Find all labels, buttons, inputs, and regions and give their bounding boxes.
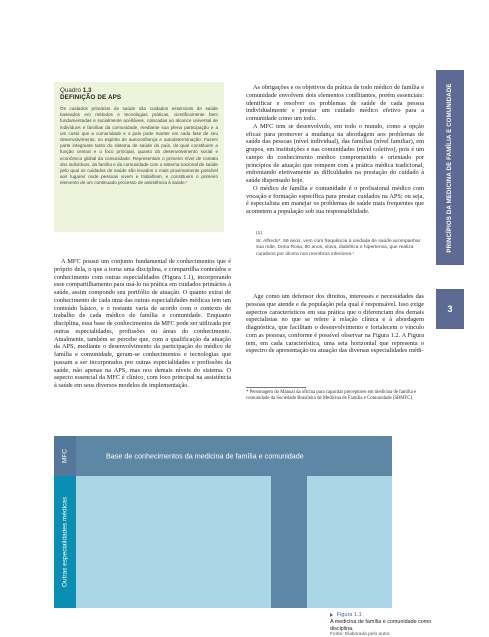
box-title: DEFINIÇÃO DE APS bbox=[60, 94, 122, 101]
left-paragraph: A MFC possui um conjunto fundamental de conhecimentos que é próprio dela, o que a torna uma disciplina, e compartilha conteúdos e conhecimento com outras especialidades (Figura 1.1), incorporando esse compartilhamento para usá-lo na prática em cuidados primários à saúde, assim compondo seu portfólio de atuação. O quanto extrai de conhecimento de cada uma das outras especialidades médicas tem um conteúdo básico, e o restante varia de acordo com o contexto de trabalho de cada médico de família e comunidade. Enquanto disciplina, essa base de conhecimentos da MFC pode ser utilizada por outras especialidades, profissões ou áreas do conhecimento. Atualmente, também se percebe que, com a qualificação da atuação da APS, mediante o desenvolvimento da participação do médico de família e comunidade, geram-se conhecimentos e tecnologias que passam a ser incorporados por outras especialidades e profissões da saúde, não apenas na APS, mas nos demais níveis do sistema. O aspecto essencial da MFC é clínico, com foco principal na assistência à saúde em seus diversos modelos de implementação. bbox=[54, 258, 231, 389]
figure-mfc-label: MFC bbox=[61, 448, 69, 464]
caption-label-text: Figura 1.1 bbox=[336, 612, 362, 618]
page-number: 3 bbox=[447, 304, 453, 314]
caption-label bbox=[330, 612, 450, 619]
right-column-top bbox=[246, 84, 424, 216]
right-paragraph-3: O médico de família e comunidade é o profissional médico com vocação e formação específica para prestar cuidados na APS; ou seja, é especialista em manejar os problemas de saúde mais frequentes que acometem a população sob sua responsabilidade. bbox=[246, 184, 424, 215]
box-label-number: 1.3 bbox=[82, 87, 92, 94]
figure-caption bbox=[330, 612, 450, 637]
case-quote bbox=[256, 231, 426, 258]
footnote-rule bbox=[246, 387, 306, 388]
figure-horizontal-band bbox=[76, 436, 392, 476]
quote-number: (1) bbox=[256, 231, 262, 236]
left-column bbox=[54, 258, 231, 390]
box-label bbox=[60, 87, 218, 94]
definition-box bbox=[54, 82, 224, 232]
caption-text: A medicina de família e comunidade como disciplina. bbox=[330, 619, 432, 632]
figure-mfc-box bbox=[54, 436, 76, 476]
footnote: * Personagem do Manual da oficina para capacitar preceptores em medicina de família e comunidade da Sociedade Brasileira de Medicina de Família e Comunidade (SBMFC). bbox=[246, 390, 417, 402]
right-paragraph-1: As obrigações e os objetivos da prática de todo médico de família e comunidade envolvem dois elementos conflitantes, porém essenciais: identificar e resolver os problemas de saúde de cada pessoa individualmente e prestar um cuidado médico efetivo para a comunidade como um todo. bbox=[246, 84, 424, 122]
figure-outras-box bbox=[54, 476, 76, 608]
right-column-middle bbox=[246, 293, 424, 355]
figure-outras-label: Outras especialidades médicas bbox=[61, 496, 69, 588]
figure-vertical-band bbox=[271, 476, 307, 608]
right-paragraph-2: A MFC tem se desenvolvido, em todo o mundo, como a opção eficaz para promover a mudança na abordagem aos problemas de saúde das pessoas (nível individual), das famílias (nível familiar), em grupos, em instituições e nas comunidades (nível coletivo), pois é um campo do conhecimento médico comprometido e orientado por princípios de atuação que rompem com a prática médica tradicional, enfrentando efetivamente as dificuldades na prestação do cuidado à saúde dispensado hoje. bbox=[246, 122, 424, 184]
caption-source: Fonte: Elaborada pelo autor. bbox=[330, 632, 391, 637]
figure-base-label: Base de conhecimentos da medicina de família e comunidade bbox=[106, 451, 304, 461]
right-paragraph-4: Age como um defensor dos direitos, interesses e necessidades das pessoas que atende e da população pela qual é responsável. Isso exige aspectos característicos em sua prática que o diferenciam dos demais especialistas no que se refere à relação clínica e à abordagem diagnóstica, que facilitam o desenvolvimento e fortalecem o vínculo com as pessoas, conforme é possível observar na Figura 1.2. A Figura tem, em cada característica, uma seta horizontal que representa o espectro de apresentação ou atuação das diversas especialidades médi- bbox=[246, 293, 424, 355]
chapter-title: PRINCÍPIOS DA MEDICINA DE FAMÍLIA E COMUNIDADE bbox=[447, 82, 453, 253]
chapter-sidebar bbox=[436, 70, 464, 265]
box-text: Os cuidados primários de saúde são cuidados essenciais de saúde baseados em métodos e tecnologias práticas, cientificamente bem fundamentadas e socialmente aceitáveis, colocadas ao alcance universal de indivíduos e famílias da comunidade, mediante sua plena participação e a um custo que a comunidade e o país pode manter em cada fase de seu desenvolvimento, no espírito de autoconfiança e autodeterminação. Fazem parte integrante tanto do sistema de saúde do país, do qual constituem a função central e o foco principal, quanto do desenvolvimento social e econômico global da comunidade. Representam o primeiro nível de contato dos indivíduos, da família e da comunidade com o sistema nacional de saúde pelo qual os cuidados de saúde são levados o mais proximamente possível aos lugares onde pessoas vivem e trabalham, e constituem o primeiro elemento de um continuado processo de assistência à saúde.⁷ bbox=[60, 106, 218, 186]
caption-arrow-icon bbox=[330, 613, 333, 617]
page-number-tab bbox=[436, 289, 464, 329]
quote-text: Sr. Alfredo*, 59 anos, vem com frequência à unidade de saúde acompanhar sua mãe, Dona Rosa, 80 anos, viúva, diabética e hipertensa, que realiza curativos por úlcera nos membros inferiores.⁷ bbox=[256, 238, 421, 257]
box-label-prefix: Quadro bbox=[60, 87, 82, 94]
